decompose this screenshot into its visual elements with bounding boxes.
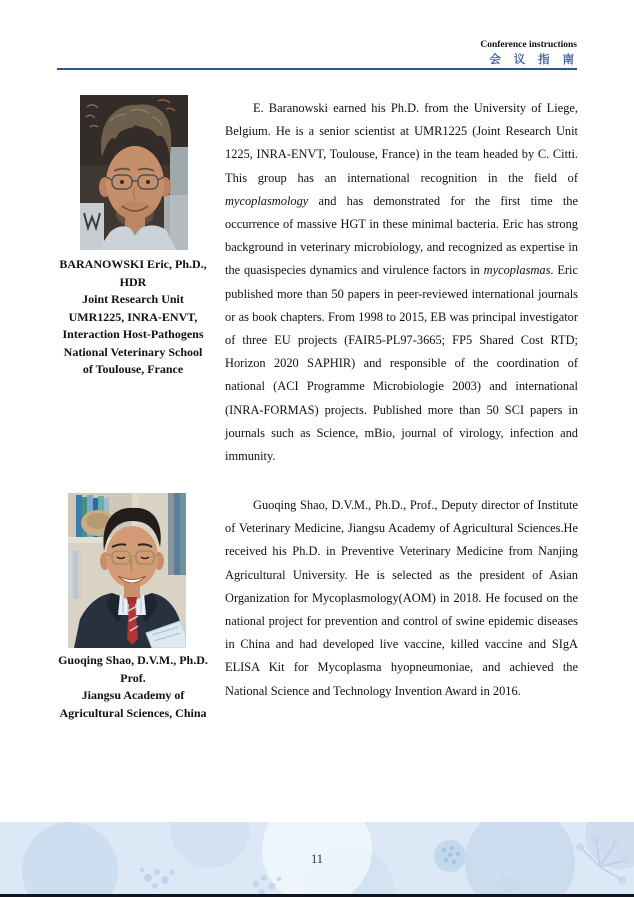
caption-line: Joint Research Unit <box>82 292 184 306</box>
header-rule <box>57 68 577 70</box>
caption-line: HDR <box>119 274 147 289</box>
caption-line: National Veterinary School <box>63 344 203 359</box>
page-number: 11 <box>310 852 324 866</box>
caption-line: Guoqing Shao, D.V.M., Ph.D. <box>58 653 208 667</box>
portrait-photo-baranowski <box>80 95 188 250</box>
header-title-en: Conference instructions <box>480 40 577 50</box>
bio-paragraph-baranowski: E. Baranowski earned his Ph.D. from the University of Liege, Belgium. He is a senior scientist at UMR1225 (Joint Research Unit 1225, INRA-ENVT, Toulouse, France) in the team headed by C. Citti. This group has an international recognition in the field of mycoplasmology and has demonstrated for the first time the occurrence of massive HGT in these minimal bacteria. Eric has strong background in veterinary microbiology, and recognized as expertise in the quasispecies dynamics and virulence factors in mycoplasmas. Eric published more than 50 papers in peer-reviewed international journals or as book chapters. From 1998 to 2015, EB was principal investigator of three EU projects (FAIR5-PL97-3665; FP5 Shared Cost RTD; Horizon 2020 SAPHIR) and responsible of the coordination of national (ACI Programme Microbiologie 2003) and international (INRA-FORMAS) projects. Published more than 50 SCI papers in journals such as Science, mBio, journal of virology, infection and immunity. <box>225 101 578 464</box>
caption-line: Prof. <box>120 670 146 685</box>
caption-line: BARANOWSKI Eric, Ph.D., <box>59 257 207 271</box>
bio-caption-baranowski <box>40 256 226 379</box>
caption-line: Agricultural Sciences, China <box>59 705 207 720</box>
portrait-photo-shao <box>68 493 186 648</box>
bio-caption-shao <box>40 652 226 722</box>
caption-line: of Toulouse, France <box>82 362 184 376</box>
bio-paragraph-shao: Guoqing Shao, D.V.M., Ph.D., Prof., Deputy director of Institute of Veterinary Medicine, Jiangsu Academy of Agricultural Sciences.He received his Ph.D. in Preventive Veterinary Medicine from Nanjing Agricultural University. He is selected as the president of Asian Organization for Mycoplasmology(AOM) in 2018. He focused on the national project for prevention and control of swine epidemic diseases in China and had developed live vaccine, killed vaccine and SIgA ELISA Kit for Mycoplasma hyopneumoniae, and achieved the National Science and Technology Invention Award in 2016. <box>225 498 578 698</box>
caption-line: Jiangsu Academy of <box>81 688 185 702</box>
caption-line: UMR1225, INRA-ENVT, <box>68 309 198 324</box>
header-title-zh: 会 议 指 南 <box>489 54 579 66</box>
caption-line: Interaction Host-Pathogens <box>62 327 204 341</box>
